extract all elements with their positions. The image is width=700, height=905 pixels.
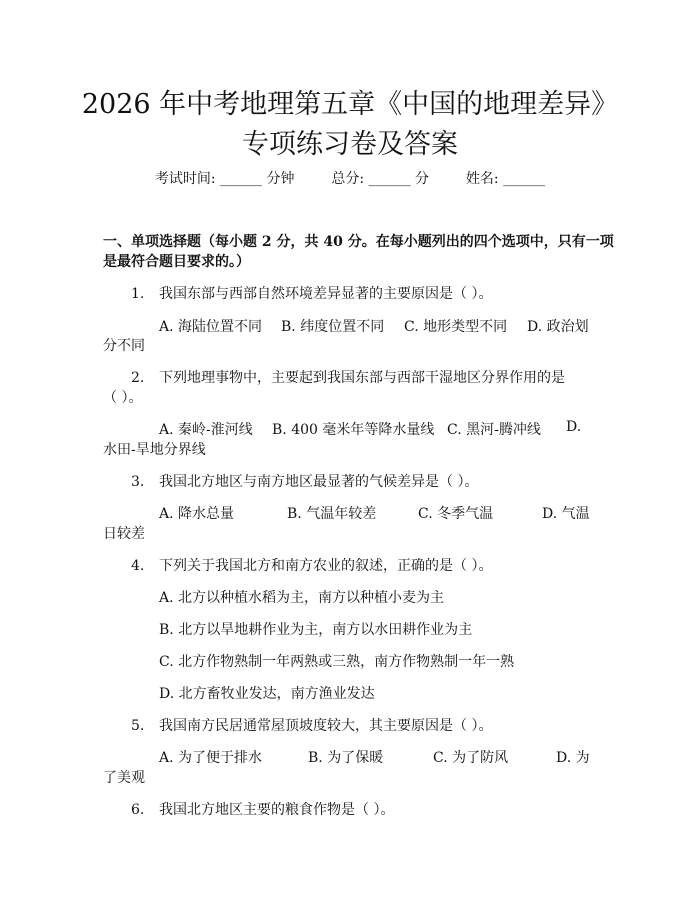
option-d: D. <box>566 419 582 435</box>
score-unit: 分 <box>415 171 430 187</box>
question-number: 6. <box>131 802 145 818</box>
question-3 <box>131 471 478 491</box>
score-blank: ______ <box>368 171 411 187</box>
option-d: D. 为 <box>556 750 590 766</box>
question-text: 我国东部与西部自然环境差异显著的主要原因是（ ）。 <box>159 286 493 302</box>
option-c: C. 冬季气温 <box>418 506 494 522</box>
question-text: 下列关于我国北方和南方农业的叙述，正确的是（ ）。 <box>159 558 493 574</box>
title-line-2: 专项练习卷及答案 <box>242 129 458 160</box>
option-wrap: 日较差 <box>103 526 145 542</box>
question-text: 我国北方地区与南方地区最显著的气候差异是（ ）。 <box>159 474 479 490</box>
name-label: 姓名: <box>465 171 499 187</box>
section-heading-line-2: 是最符合题目要求的。） <box>103 254 250 270</box>
question-text: 我国北方地区主要的粮食作物是（ ）。 <box>159 802 395 818</box>
section-heading-line-1: 一、单项选择题（每小题 2 分，共 40 分。在每小题列出的四个选项中，只有一项 <box>103 234 614 250</box>
question-1 <box>131 283 492 303</box>
name-blank: ______ <box>503 171 546 187</box>
option-wrap: 水田-旱地分界线 <box>103 442 206 458</box>
option-c: C. 北方作物熟制一年两熟或三熟，南方作物熟制一年一熟 <box>159 654 515 670</box>
option-d: D. 北方畜牧业发达，南方渔业发达 <box>159 686 375 702</box>
option-b: B. 气温年较差 <box>287 506 377 522</box>
option-c: C. 为了防风 <box>433 750 509 766</box>
option-b: B. 400 毫米年等降水量线 <box>272 422 435 438</box>
option-b: B. 纬度位置不同 <box>281 319 385 335</box>
option-a: A. 北方以种植水稻为主，南方以种植小麦为主 <box>159 590 445 606</box>
option-d: D. 气温 <box>542 506 590 522</box>
option-b: B. 北方以旱地耕作业为主，南方以水田耕作业为主 <box>159 622 473 638</box>
option-wrap: 分不同 <box>103 338 145 354</box>
option-c: C. 黑河-腾冲线 <box>447 422 541 438</box>
question-text-wrap: （ ）。 <box>103 390 143 406</box>
option-a: A. 海陆位置不同 <box>159 319 263 335</box>
exam-meta <box>0 168 700 188</box>
question-number: 2. <box>131 370 145 386</box>
time-label: 考试时间: <box>154 171 216 187</box>
title-line-1: 2026 年中考地理第五章《中国的地理差异》 <box>81 89 619 120</box>
option-wrap: 了美观 <box>103 770 145 786</box>
question-number: 4. <box>131 558 145 574</box>
question-text: 我国南方民居通常屋顶坡度较大，其主要原因是（ ）。 <box>159 718 493 734</box>
question-2 <box>131 367 565 387</box>
question-number: 5. <box>131 718 145 734</box>
question-text: 下列地理事物中，主要起到我国东部与西部干湿地区分界作用的是 <box>159 370 565 386</box>
option-a: A. 为了便于排水 <box>159 750 263 766</box>
question-4 <box>131 555 492 575</box>
question-number: 1. <box>131 286 145 302</box>
time-unit: 分钟 <box>266 171 295 187</box>
option-c: C. 地形类型不同 <box>404 319 508 335</box>
option-a: A. 降水总量 <box>159 506 235 522</box>
time-blank: ______ <box>220 171 263 187</box>
option-a: A. 秦岭-淮河线 <box>159 422 253 438</box>
option-d: D. 政治划 <box>527 319 589 335</box>
question-number: 3. <box>131 474 145 490</box>
option-b: B. 为了保暖 <box>308 750 384 766</box>
question-6 <box>131 799 394 819</box>
question-5 <box>131 715 492 735</box>
score-label: 总分: <box>331 171 365 187</box>
